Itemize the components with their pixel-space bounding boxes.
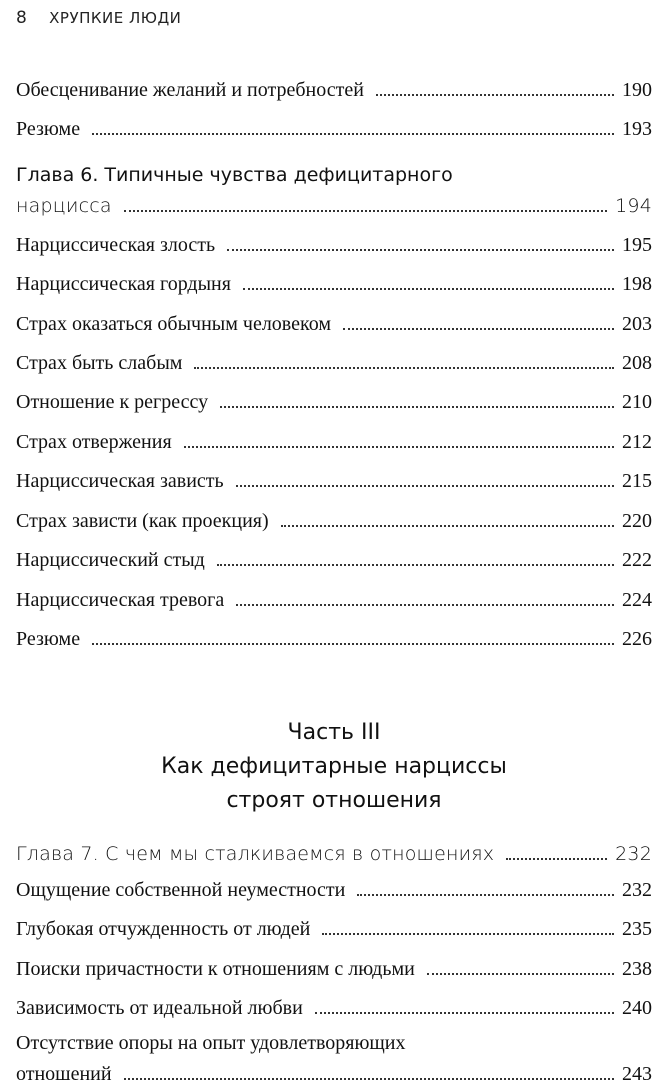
dot-leader — [315, 1012, 614, 1014]
part-number: Часть III — [287, 720, 381, 745]
toc-entry-title: Обесценивание желаний и потребностей — [16, 79, 364, 101]
toc-entry-page: 195 — [622, 234, 652, 256]
dot-leader — [343, 328, 614, 330]
dot-leader — [357, 894, 614, 896]
dot-leader — [92, 643, 614, 645]
toc-entry-page: 220 — [622, 510, 652, 532]
toc-entry-title: Поиски причастности к отношениям с людьми — [16, 958, 415, 980]
toc-entry-title: Нарциссическая злость — [16, 234, 216, 256]
toc-entry-page: 238 — [622, 958, 652, 980]
toc-entry-title: Страх отвержения — [16, 431, 172, 453]
dot-leader — [217, 564, 614, 566]
toc-entry — [16, 306, 652, 336]
chapter6-title-line2: нарцисса — [16, 195, 112, 217]
part-heading — [0, 716, 668, 818]
toc-entry-title: Отношение к регрессу — [16, 391, 209, 413]
toc-entry — [16, 72, 652, 102]
toc-entry-title: Страх зависти (как проекция) — [16, 510, 269, 532]
dot-leader — [322, 933, 614, 935]
toc-entry — [16, 990, 652, 1020]
chapter7-heading — [16, 836, 652, 866]
toc-entry-title: Нарциссическая гордыня — [16, 273, 231, 295]
chapter7-title: Глава 7. С чем мы сталкиваемся в отношениях — [16, 843, 495, 865]
dot-leader — [243, 288, 614, 290]
toc-entry-title: Нарциссический стыд — [16, 549, 205, 571]
toc-entry — [16, 463, 652, 493]
dot-leader — [281, 525, 614, 527]
toc-entry-title-line2: отношений — [16, 1063, 112, 1085]
toc-entry-title: Ощущение собственной неуместности — [16, 879, 346, 901]
dot-leader — [376, 94, 614, 96]
dot-leader — [427, 973, 614, 975]
toc-entry-page: 243 — [622, 1063, 652, 1085]
dot-leader — [220, 406, 614, 408]
dot-leader — [184, 446, 614, 448]
toc-entry-page: 193 — [622, 118, 652, 140]
toc-entry — [16, 227, 652, 257]
toc-entry-title: Нарциссическая тревога — [16, 589, 225, 611]
toc-entry — [16, 424, 652, 454]
toc-entry-page: 222 — [622, 549, 652, 571]
toc-entry — [16, 872, 652, 902]
toc-entry-title: Резюме — [16, 628, 81, 650]
toc-entry-page: 226 — [622, 628, 652, 650]
toc-entry-title: Резюме — [16, 118, 81, 140]
toc-entry-title: Зависимость от идеальной любви — [16, 997, 303, 1019]
part-title-line2: строят отношения — [226, 788, 442, 813]
toc-entry-title-line1: Отсутствие опоры на опыт удовлетворяющих — [16, 1032, 406, 1054]
toc-entry — [16, 384, 652, 414]
page-number: 8 — [16, 8, 28, 28]
toc-entry-page: 240 — [622, 997, 652, 1019]
dot-leader — [506, 858, 607, 860]
chapter6-heading — [16, 188, 652, 218]
toc-entry-title: Страх оказаться обычным человеком — [16, 313, 331, 335]
toc-entry-page: 210 — [622, 391, 652, 413]
part-title-line1: Как дефицитарные нарциссы — [161, 754, 507, 779]
toc-entry-title: Нарциссическая зависть — [16, 470, 224, 492]
toc-entry-page: 235 — [622, 918, 652, 940]
dot-leader — [124, 1078, 614, 1080]
dot-leader — [92, 133, 614, 135]
chapter6-title-line1: Глава 6. Типичные чувства дефицитарного — [16, 164, 453, 186]
dot-leader — [227, 249, 614, 251]
toc-entry-page: 208 — [622, 352, 652, 374]
dot-leader — [236, 485, 614, 487]
toc-entry — [16, 582, 652, 612]
dot-leader — [194, 367, 614, 369]
toc-entry — [16, 621, 652, 651]
toc-entry-page: 224 — [622, 589, 652, 611]
dot-leader — [124, 210, 607, 212]
toc-entry-title: Страх быть слабым — [16, 352, 183, 374]
toc-entry — [16, 542, 652, 572]
dot-leader — [236, 604, 614, 606]
toc-entry — [16, 111, 652, 141]
toc-entry-page: 232 — [622, 879, 652, 901]
running-head — [16, 8, 181, 28]
toc-entry-title: Глубокая отчужденность от людей — [16, 918, 311, 940]
book-title: ХРУПКИЕ ЛЮДИ — [49, 9, 182, 27]
toc-entry-page: 198 — [622, 273, 652, 295]
toc-entry-page: 190 — [622, 79, 652, 101]
toc-entry-page: 215 — [622, 470, 652, 492]
toc-entry — [16, 503, 652, 533]
toc-entry-page: 203 — [622, 313, 652, 335]
chapter6-page: 194 — [615, 195, 652, 217]
toc-entry — [16, 951, 652, 981]
toc-entry-page: 212 — [622, 431, 652, 453]
chapter7-page: 232 — [615, 843, 652, 865]
toc-entry — [16, 911, 652, 941]
toc-entry — [16, 345, 652, 375]
toc-entry — [16, 266, 652, 296]
toc-entry — [16, 1056, 652, 1086]
